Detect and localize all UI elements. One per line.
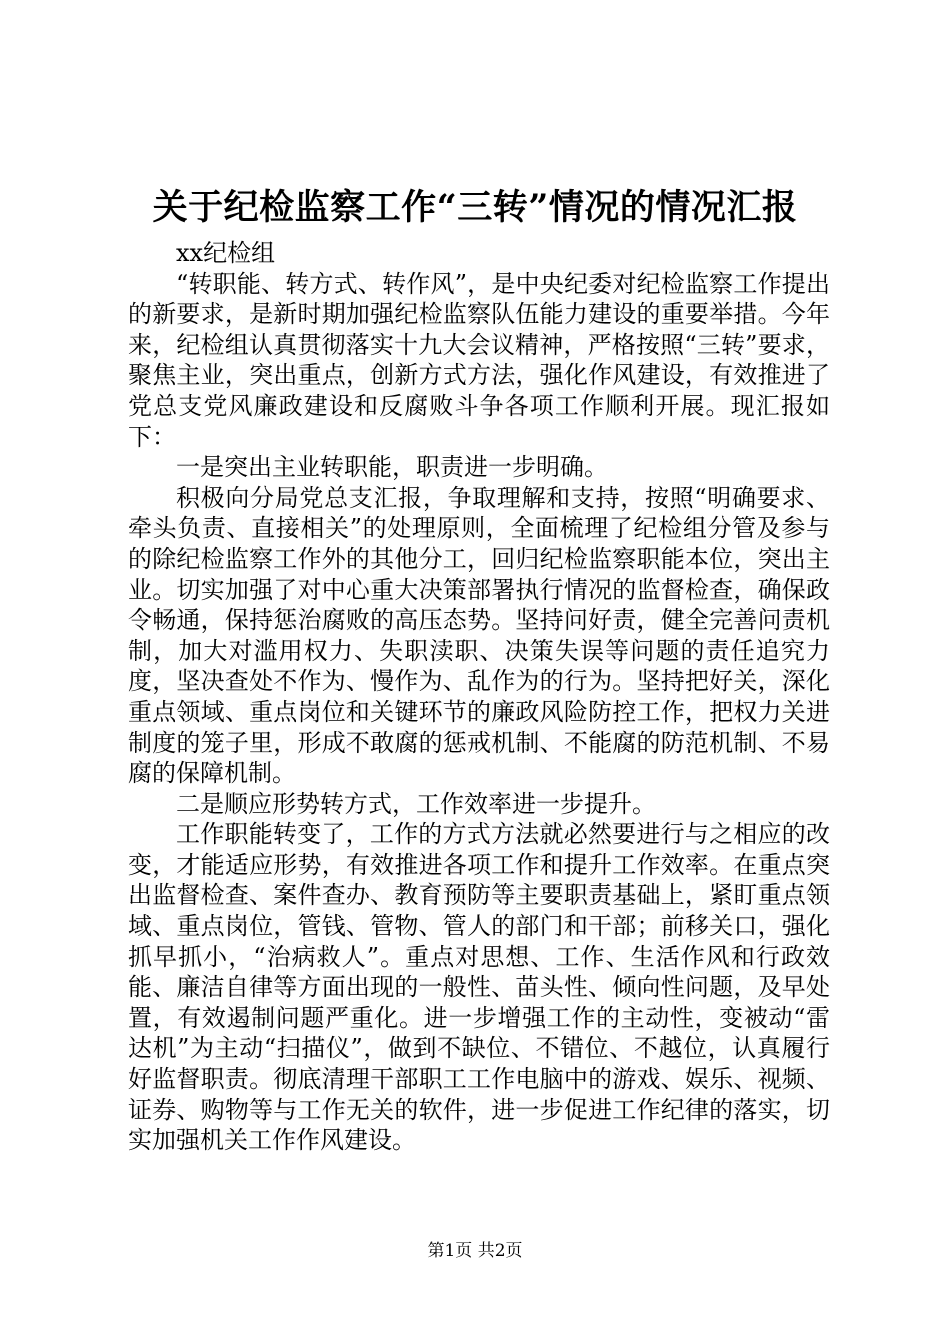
document-body bbox=[128, 238, 830, 1156]
section-heading-2: 二是顺应形势转方式，工作效率进一步提升。 bbox=[176, 789, 656, 818]
page-number-footer: 第1页 共2页 bbox=[427, 1241, 523, 1261]
document-title: 关于纪检监察工作“三转”情况的情况汇报 bbox=[152, 187, 798, 228]
paragraph-section-1: 积极向分局党总支汇报，争取理解和支持，按照“明确要求、牵头负责、直接相关”的处理原则，全面梳理了纪检组分管及参与的除纪检监察工作外的其他分工，回归纪检监察职能本位，突出主业。切实加强了对中心重大决策部署执行情况的监督检查，确保政令畅通，保持惩治腐败的高压态势。坚持问好责，健全完善问责机制，加大对滥用权力、失职渎职、决策失误等问题的责任追究力度，坚决查处不作为、慢作为、乱作为的行为。坚持把好关，深化重点领域、重点岗位和关键环节的廉政风险防控工作，把权力关进制度的笼子里，形成不敢腐的惩戒机制、不能腐的防范机制、不易腐的保障机制。 bbox=[128, 483, 830, 788]
paragraph-intro: “转职能、转方式、转作风”，是中央纪委对纪检监察工作提出的新要求，是新时期加强纪检监察队伍能力建设的重要举措。今年来，纪检组认真贯彻落实十九大会议精神，严格按照“三转”要求，聚焦主业，突出重点，创新方式方法，强化作风建设，有效推进了党总支党风廉政建设和反腐败斗争各项工作顺利开展。现汇报如下： bbox=[128, 269, 830, 451]
section-heading-1: 一是突出主业转职能，职责进一步明确。 bbox=[176, 453, 608, 482]
author-line: xx纪检组 bbox=[176, 239, 276, 267]
paragraph-section-2: 工作职能转变了，工作的方式方法就必然要进行与之相应的改变，才能适应形势，有效推进各项工作和提升工作效率。在重点突出监督检查、案件查办、教育预防等主要职责基础上，紧盯重点领域、重点岗位，管钱、管物、管人的部门和干部；前移关口，强化抓早抓小，“治病救人”。重点对思想、工作、生活作风和行政效能、廉洁自律等方面出现的一般性、苗头性、倾向性问题，及早处置，有效遏制问题严重化。进一步增强工作的主动性，变被动“雷达机”为主动“扫描仪”，做到不缺位、不错位、不越位，认真履行好监督职责。彻底清理干部职工工作电脑中的游戏、娱乐、视频、证券、购物等与工作无关的软件，进一步促进工作纪律的落实，切实加强机关工作作风建设。 bbox=[128, 820, 830, 1155]
